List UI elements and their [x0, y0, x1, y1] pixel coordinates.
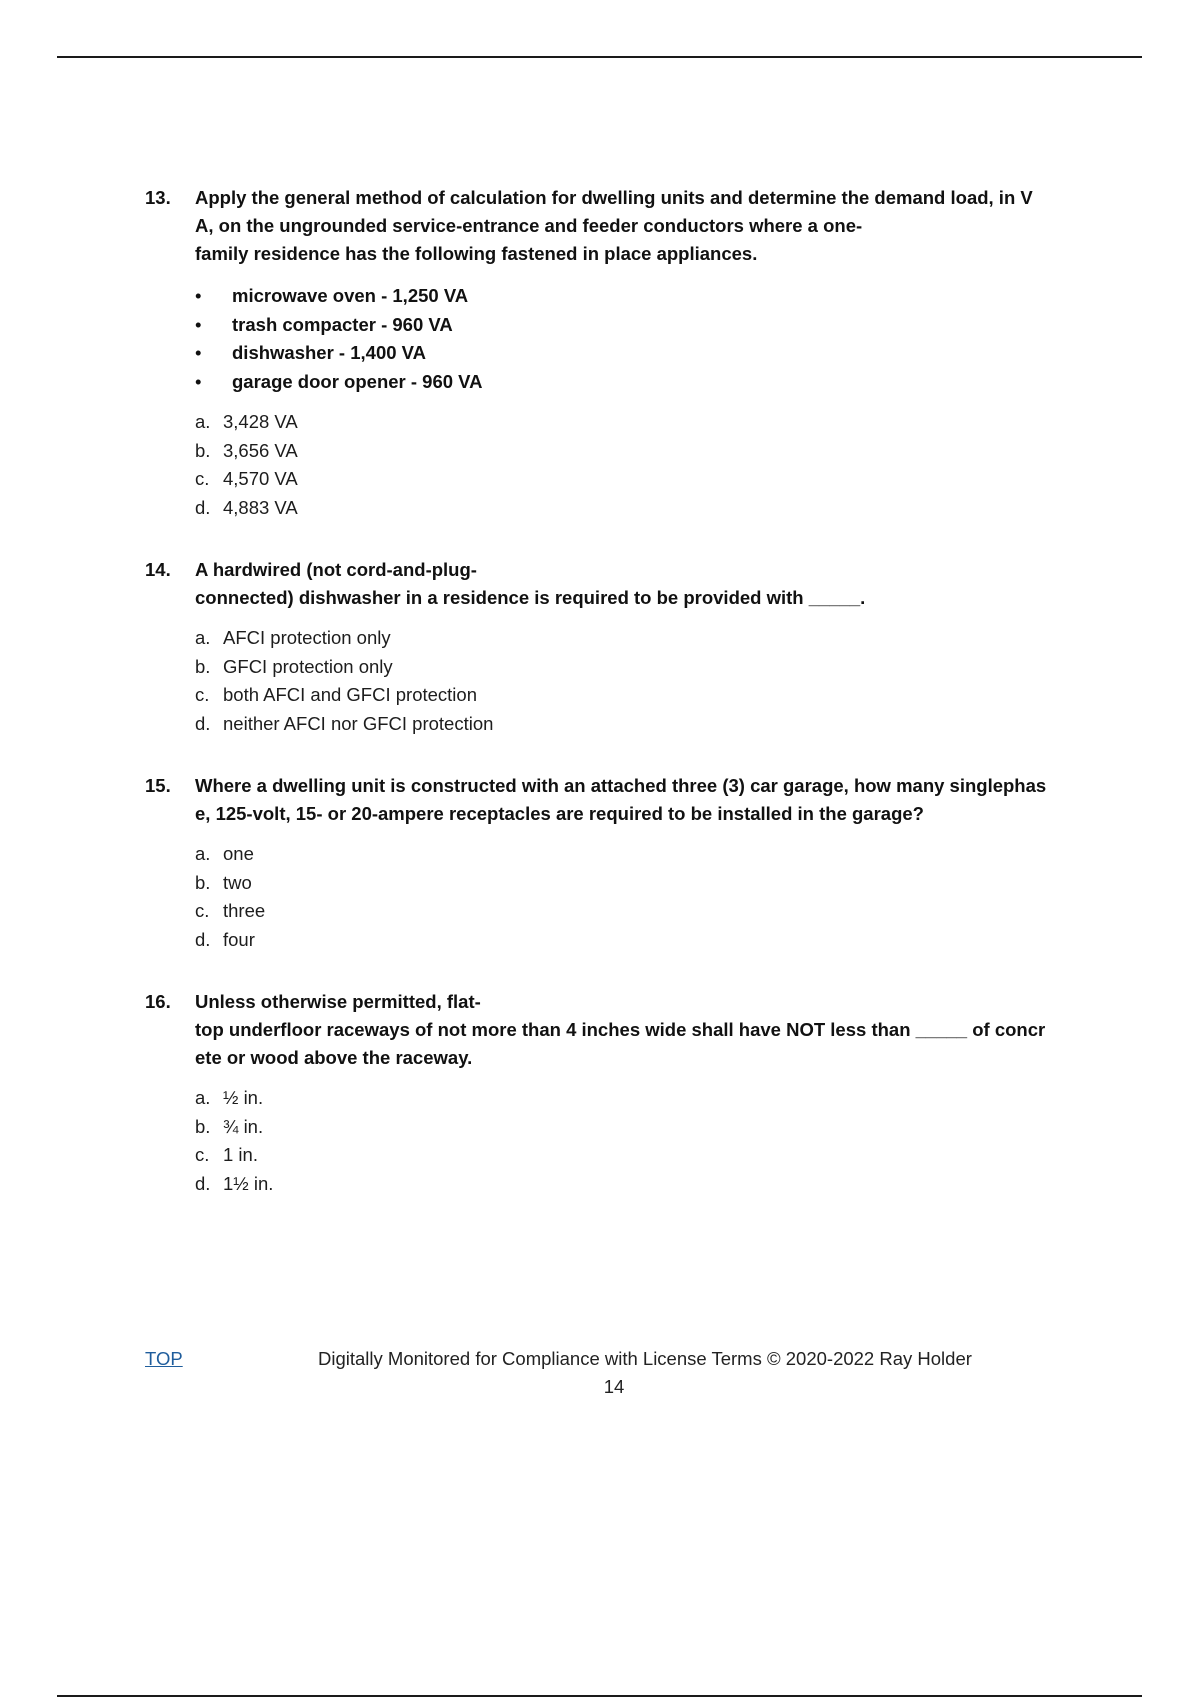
appliance-item: • garage door opener - 960 VA	[195, 368, 1095, 397]
option-letter: c.	[195, 1144, 210, 1165]
option-text: AFCI protection only	[223, 627, 391, 648]
question-line: connected) dishwasher in a residence is required to be provided with _____.	[195, 587, 866, 608]
answer-option-a	[195, 1084, 1095, 1113]
option-text: 3,428 VA	[223, 411, 298, 432]
question-text	[195, 556, 1095, 612]
answer-option-c	[195, 1141, 1095, 1170]
appliance-item: • trash compacter - 960 VA	[195, 311, 1095, 340]
option-letter: c.	[195, 468, 210, 489]
option-letter: b.	[195, 1115, 211, 1137]
option-letter: a.	[195, 843, 211, 864]
question-line: family residence has the following fastened in place appliances.	[195, 243, 758, 264]
option-letter: a.	[195, 1087, 211, 1108]
question-16	[145, 988, 1095, 1198]
answer-option-b	[195, 653, 1095, 682]
question-15	[145, 772, 1095, 954]
option-text: ¾ in.	[223, 1115, 264, 1137]
header-rule	[57, 56, 1142, 58]
option-text: 3,656 VA	[223, 439, 298, 461]
question-number: 13.	[145, 187, 171, 208]
option-letter: b.	[195, 655, 211, 677]
answer-option-d	[195, 710, 1095, 739]
license-notice: Digitally Monitored for Compliance with License Terms © 2020-2022 Ray Holder	[318, 1348, 972, 1369]
answer-option-a	[195, 840, 1095, 869]
question-line: top underfloor raceways of not more than 4 inches wide shall have NOT less than _____ of concr	[195, 1019, 1046, 1040]
option-text: three	[223, 900, 266, 921]
answer-options	[195, 1084, 1095, 1198]
option-letter: c.	[195, 684, 210, 705]
option-letter: b.	[195, 871, 211, 893]
question-line: Unless otherwise permitted, flat-	[195, 991, 481, 1012]
answer-option-d	[195, 926, 1095, 955]
question-text	[195, 772, 1095, 828]
question-line: ete or wood above the raceway.	[195, 1047, 473, 1068]
option-text: both AFCI and GFCI protection	[223, 684, 477, 705]
option-text: two	[223, 871, 252, 893]
appliance-list	[195, 282, 1095, 396]
answer-option-d	[195, 494, 1095, 523]
answer-option-c	[195, 897, 1095, 926]
answer-option-c	[195, 681, 1095, 710]
answer-option-b	[195, 437, 1095, 466]
answer-option-a	[195, 624, 1095, 653]
question-number: 16.	[145, 991, 171, 1012]
answer-option-a	[195, 408, 1095, 437]
option-text: 4,883 VA	[223, 496, 298, 518]
option-letter: b.	[195, 439, 211, 461]
option-text: GFCI protection only	[223, 655, 393, 677]
question-14	[145, 556, 1095, 738]
question-number: 15.	[145, 775, 171, 796]
footer-rule	[57, 1695, 1142, 1697]
question-line: Apply the general method of calculation for dwelling units and determine the demand load, in V	[195, 187, 1033, 208]
option-letter: c.	[195, 900, 210, 921]
option-text: four	[223, 928, 255, 950]
question-13	[145, 184, 1095, 522]
answer-options	[195, 408, 1095, 522]
answer-option-b	[195, 1113, 1095, 1142]
appliance-item: • dishwasher - 1,400 VA	[195, 339, 1095, 368]
option-text: 1½ in.	[223, 1172, 274, 1194]
answer-option-b	[195, 869, 1095, 898]
question-text	[195, 988, 1095, 1072]
option-letter: d.	[195, 712, 211, 734]
option-letter: d.	[195, 1172, 211, 1194]
page-number: 14	[603, 1376, 625, 1397]
answer-options	[195, 624, 1095, 738]
option-text: neither AFCI nor GFCI protection	[223, 712, 494, 734]
question-line: A hardwired (not cord-and-plug-	[195, 559, 477, 580]
option-text: one	[223, 843, 254, 864]
top-link[interactable]: TOP	[145, 1348, 183, 1369]
question-line: A, on the ungrounded service-entrance and feeder conductors where a one-	[195, 215, 863, 236]
appliance-item: • microwave oven - 1,250 VA	[195, 282, 1095, 311]
option-text: ½ in.	[223, 1087, 264, 1108]
question-number: 14.	[145, 559, 171, 580]
option-letter: a.	[195, 627, 211, 648]
question-line: Where a dwelling unit is constructed with an attached three (3) car garage, how many singlephas	[195, 775, 1047, 796]
answer-option-d	[195, 1170, 1095, 1199]
option-text: 4,570 VA	[223, 468, 298, 489]
answer-option-c	[195, 465, 1095, 494]
option-letter: a.	[195, 411, 211, 432]
option-letter: d.	[195, 928, 211, 950]
option-letter: d.	[195, 496, 211, 518]
option-text: 1 in.	[223, 1144, 258, 1165]
question-text	[195, 184, 1095, 268]
answer-options	[195, 840, 1095, 954]
question-line: e, 125-volt, 15- or 20-ampere receptacles are required to be installed in the garage?	[195, 803, 924, 824]
